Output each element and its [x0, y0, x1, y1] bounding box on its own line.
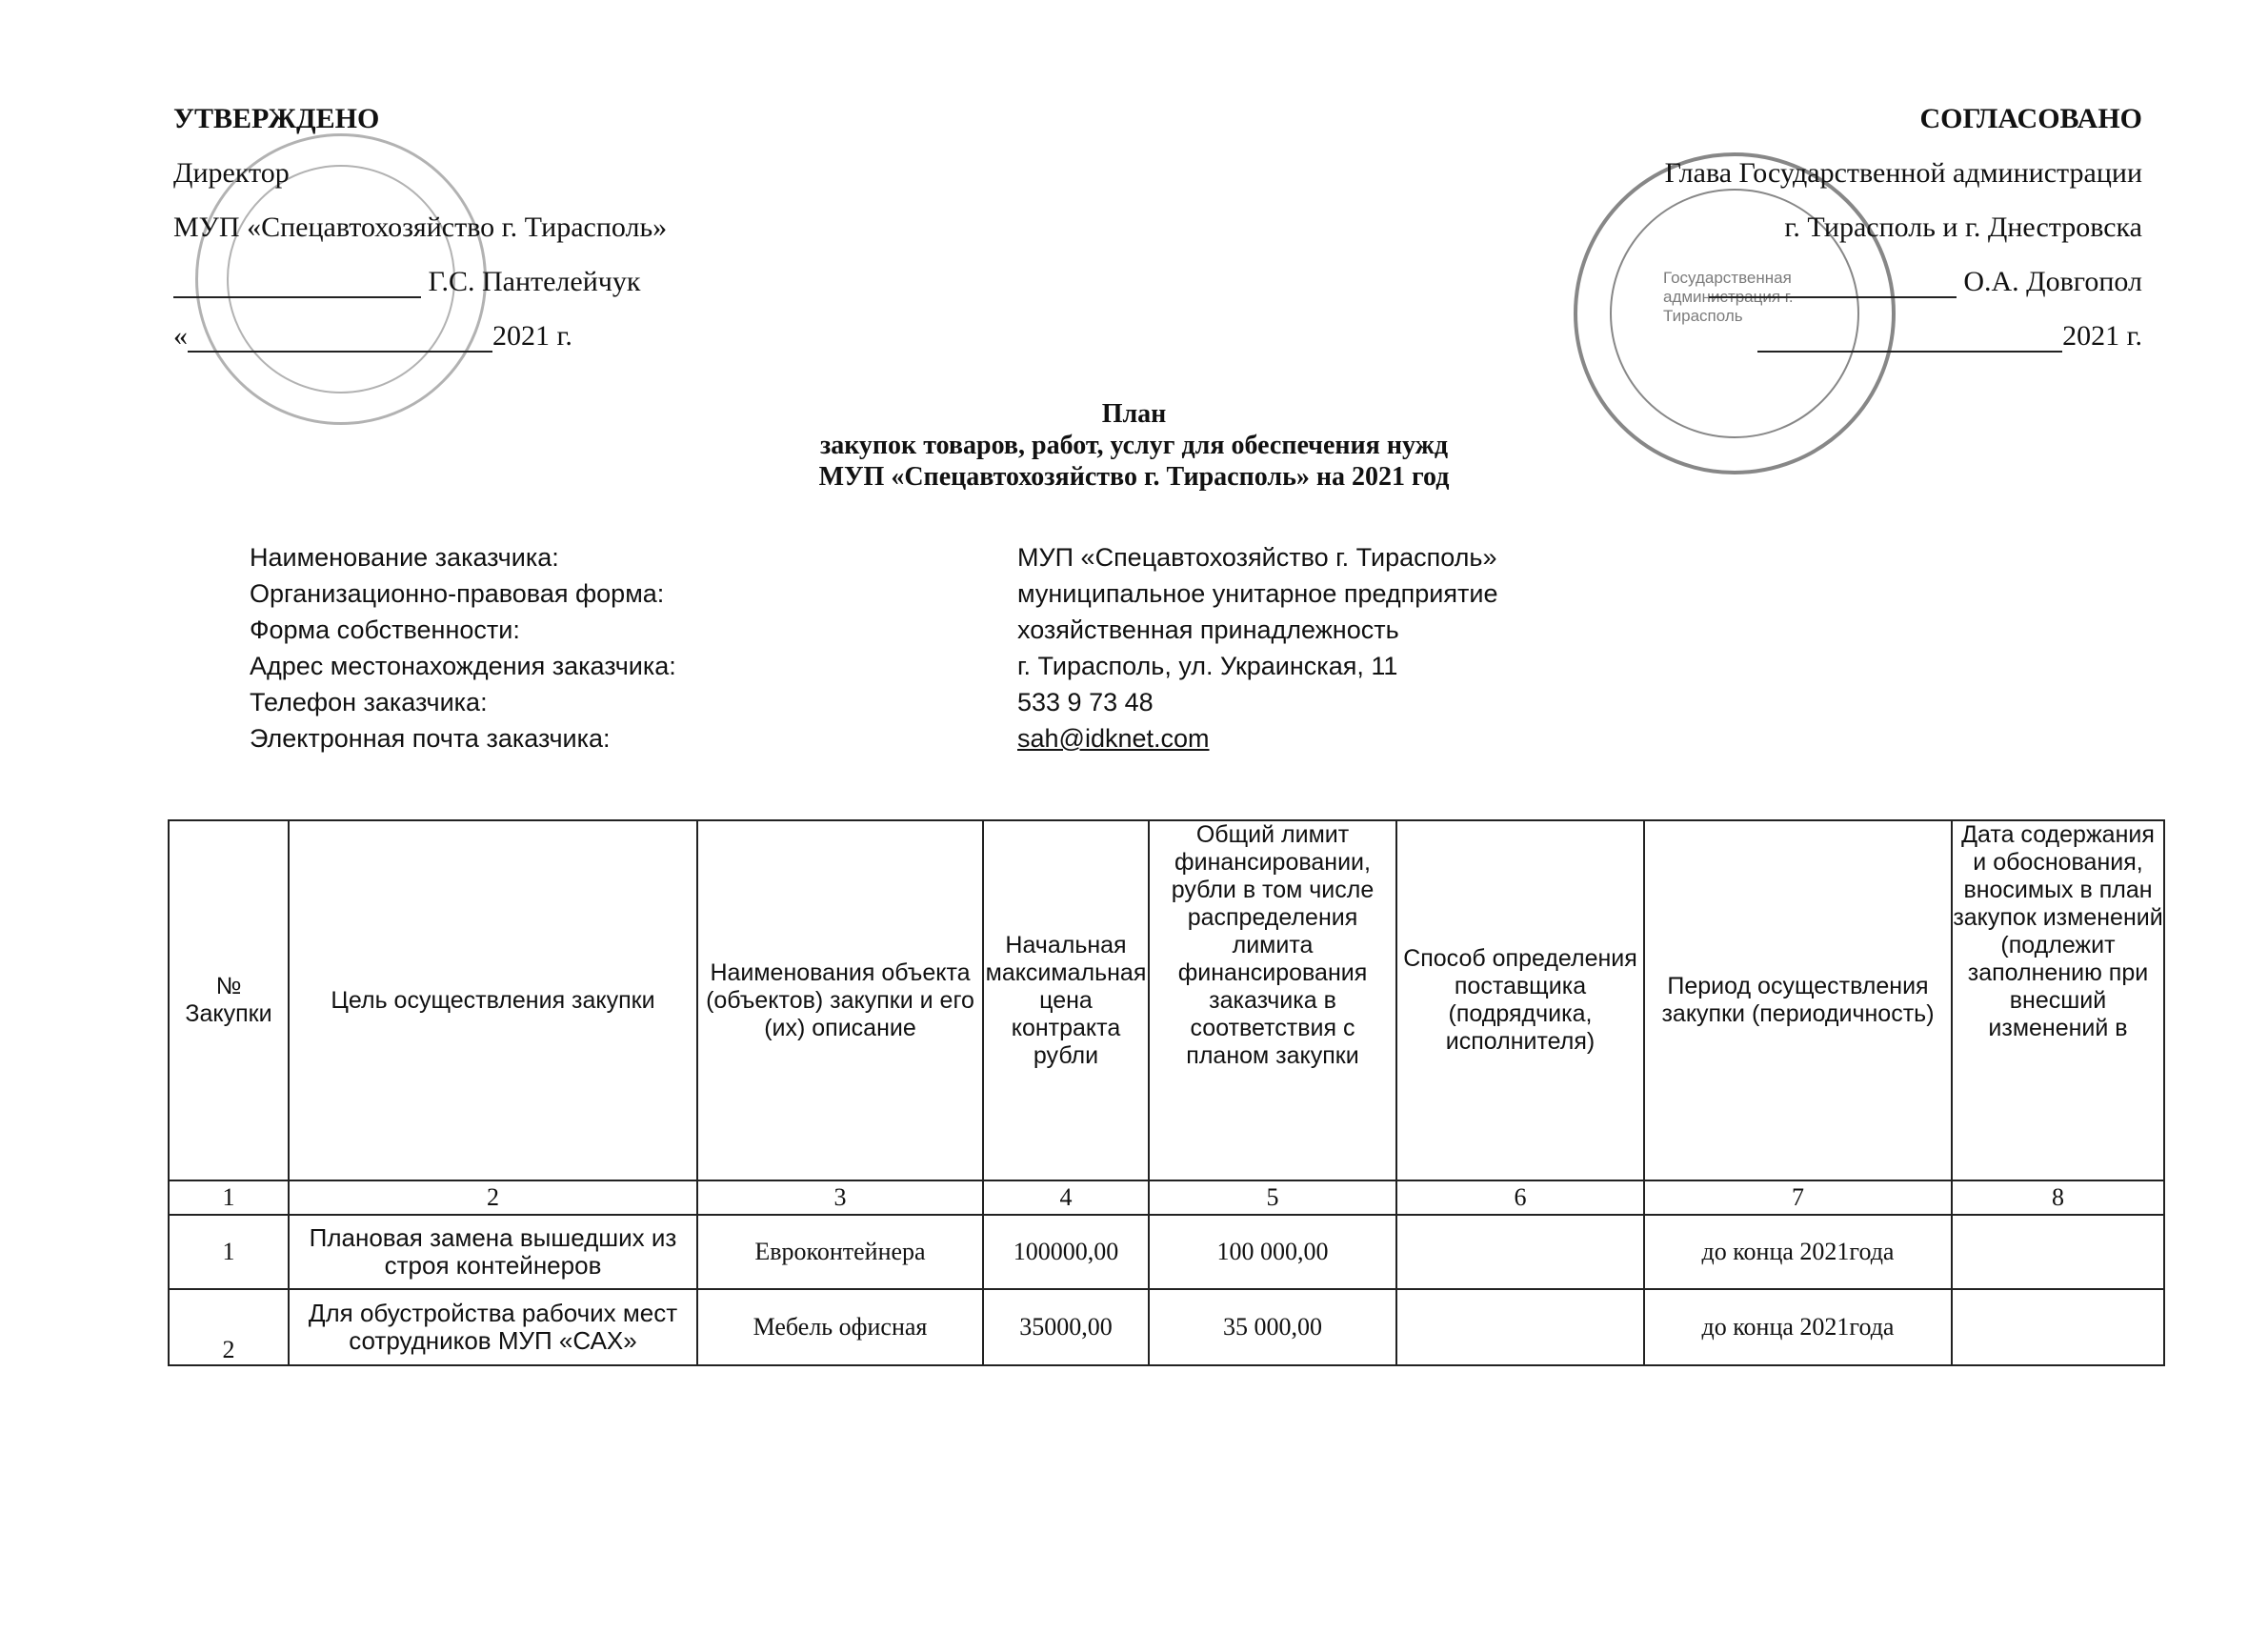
- cell-limit: 35 000,00: [1149, 1289, 1396, 1365]
- date-underline: [1757, 322, 2062, 353]
- title-line-1: План: [1101, 399, 1167, 429]
- column-number: 2: [289, 1180, 697, 1215]
- info-label-email: Электронная почта заказчика:: [250, 724, 611, 753]
- cell-limit: 100 000,00: [1149, 1215, 1396, 1289]
- column-number: 8: [1952, 1180, 2164, 1215]
- cell-purpose: Для обустройства рабочих мест сотрудников МУП «САХ»: [289, 1289, 697, 1365]
- cell-changes: [1952, 1289, 2164, 1365]
- header-cell: Период осуществления закупки (периодичность): [1644, 820, 1952, 1180]
- document-title: [0, 398, 2268, 493]
- table-header-row: [169, 820, 2164, 1180]
- cell-purpose: Плановая замена вышедших из строя контейнеров: [289, 1215, 697, 1289]
- approved-date-open: «: [173, 320, 188, 352]
- header-cell: Начальная максимальная цена контракта рубли: [983, 820, 1149, 1180]
- approved-position: Директор: [173, 157, 290, 189]
- column-number: 4: [983, 1180, 1149, 1215]
- cell-period: до конца 2021года: [1644, 1289, 1952, 1365]
- column-number: 3: [697, 1180, 983, 1215]
- column-number: 5: [1149, 1180, 1396, 1215]
- title-line-2: закупок товаров, работ, услуг для обеспечения нужд: [819, 431, 1449, 460]
- cell-method: [1396, 1215, 1644, 1289]
- cell-period: до конца 2021года: [1644, 1215, 1952, 1289]
- approved-date-line: [173, 320, 840, 374]
- header-cell: Общий лимит финансировании, рубли в том числе распределения лимита финансирования заказчика в соответствия с планом закупки: [1149, 820, 1396, 1180]
- header-cell: Цель осуществления закупки: [289, 820, 697, 1180]
- cell-num: 2: [169, 1289, 289, 1365]
- agreed-heading: СОГЛАСОВАНО: [1919, 103, 2142, 134]
- agreed-date-year: 2021 г.: [2062, 320, 2142, 352]
- approved-name: Г.С. Пантелейчук: [428, 266, 641, 297]
- cell-num: 1: [169, 1215, 289, 1289]
- cell-object: Евроконтейнера: [697, 1215, 983, 1289]
- agreed-name: О.А. Довгопол: [1963, 266, 2142, 297]
- info-value-address: г. Тирасполь, ул. Украинская, 11: [1017, 652, 1398, 680]
- date-underline: [188, 322, 492, 353]
- approved-organization: МУП «Спецавтохозяйство г. Тирасполь»: [173, 212, 668, 243]
- info-value-ownership: хозяйственная принадлежность: [1017, 615, 1399, 644]
- header-cell: Способ определения поставщика (подрядчика, исполнителя): [1396, 820, 1644, 1180]
- agreed-city: г. Тирасполь и г. Днестровска: [1784, 212, 2142, 243]
- info-label-phone: Телефон заказчика:: [250, 688, 488, 716]
- signature-underline: [173, 268, 421, 298]
- column-number: 6: [1396, 1180, 1644, 1215]
- info-label-ownership: Форма собственности:: [250, 615, 520, 644]
- approved-block: [173, 103, 840, 374]
- approved-heading: УТВЕРЖДЕНО: [173, 103, 380, 134]
- cell-object: Мебель офисная: [697, 1289, 983, 1365]
- cell-price: 100000,00: [983, 1215, 1149, 1289]
- info-label-name: Наименование заказчика:: [250, 543, 559, 572]
- cell-method: [1396, 1289, 1644, 1365]
- header-cell: Дата содержания и обоснования, вносимых в план закупок изменений (подлежит заполнению при внесший изменений в: [1952, 820, 2164, 1180]
- stamp-right-text: Государственная администрация г. Тирасполь: [1663, 269, 1794, 325]
- table-row: [169, 1289, 2164, 1365]
- info-value-phone: 533 9 73 48: [1017, 688, 1154, 716]
- header-cell: № Закупки: [169, 820, 289, 1180]
- approved-signature-line: [173, 266, 840, 320]
- column-number: 1: [169, 1180, 289, 1215]
- agreed-signature-line: [1418, 266, 2142, 320]
- signature-underline: [1709, 268, 1957, 298]
- procurement-plan-table: [168, 819, 2165, 1366]
- email-link[interactable]: sah@idknet.com: [1017, 724, 1210, 753]
- info-value-form: муниципальное унитарное предприятие: [1017, 579, 1498, 608]
- approved-date-year: 2021 г.: [492, 320, 572, 352]
- agreed-position: Глава Государственной администрации: [1664, 157, 2142, 189]
- column-number-row: [169, 1180, 2164, 1215]
- cell-price: 35000,00: [983, 1289, 1149, 1365]
- column-number: 7: [1644, 1180, 1952, 1215]
- agreed-date-line: [1418, 320, 2142, 374]
- title-line-3: МУП «Спецавтохозяйство г. Тирасполь» на 2021 год: [818, 462, 1450, 492]
- table-row: [169, 1215, 2164, 1289]
- agreed-block: [1418, 103, 2142, 374]
- info-label-form: Организационно-правовая форма:: [250, 579, 665, 608]
- info-value-name: МУП «Спецавтохозяйство г. Тирасполь»: [1017, 543, 1497, 572]
- header-cell: Наименования объекта (объектов) закупки и его (их) описание: [697, 820, 983, 1180]
- cell-changes: [1952, 1215, 2164, 1289]
- info-label-address: Адрес местонахождения заказчика:: [250, 652, 676, 680]
